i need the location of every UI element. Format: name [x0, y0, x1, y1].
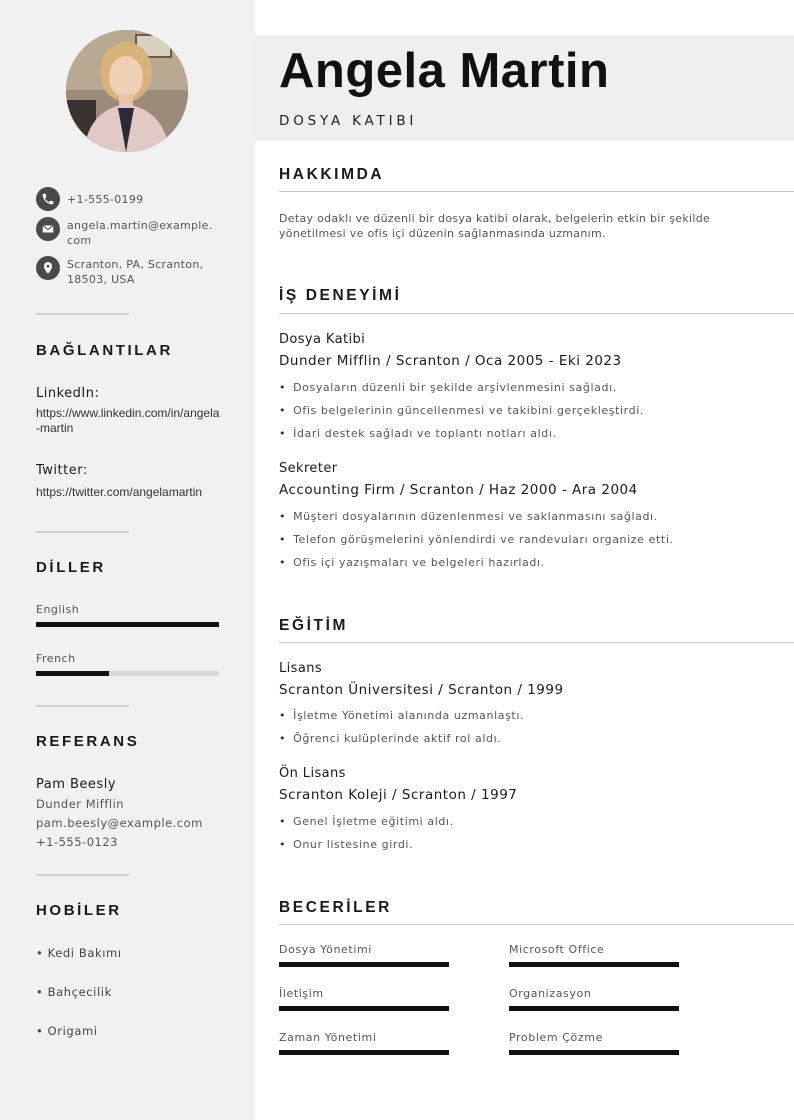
address-text: Scranton, PA, Scranton, 18503, USA [67, 258, 204, 286]
skill-level-fill [509, 962, 679, 967]
job-bullet: • Ofis içi yazışmaları ve belgeleri hazırladı. [279, 556, 545, 569]
email-text: angela.martin@example.com [67, 219, 213, 247]
sidebar [0, 0, 255, 1120]
skill-level-bar [279, 1050, 449, 1055]
hobby-item: • Kedi Bakımı [36, 946, 122, 960]
twitter-link[interactable]: https://twitter.com/angelamartin [36, 485, 203, 499]
email-icon [36, 217, 60, 241]
section-rule [279, 313, 794, 314]
contact-email [36, 217, 217, 248]
name-header [255, 35, 794, 141]
reference-email: pam.beesly@example.com [36, 816, 203, 830]
job-title: Sekreter [279, 461, 338, 476]
section-rule [279, 191, 794, 192]
skill-name: Microsoft Office [509, 943, 605, 956]
hobby-label: Origami [47, 1024, 98, 1038]
education-bullet: • Genel İşletme eğitimi aldı. [279, 815, 454, 828]
skill-name: Zaman Yönetimi [279, 1031, 377, 1044]
degree-title: Ön Lisans [279, 766, 346, 781]
profile-photo [66, 30, 188, 152]
skill-name: İletişim [279, 987, 324, 1000]
hobby-item: • Bahçecilik [36, 985, 112, 999]
skills-heading: BECERİLER [279, 899, 392, 916]
links-heading: BAĞLANTILAR [36, 342, 173, 359]
language-level-bar [36, 671, 219, 676]
language-name: English [36, 603, 80, 616]
language-level-fill [36, 671, 109, 676]
job-bullet: • Telefon görüşmelerini yönlendirdi ve randevuları organize etti. [279, 533, 674, 546]
hobby-label: Kedi Bakımı [47, 946, 122, 960]
skill-level-bar [509, 1006, 679, 1011]
skill-level-bar [509, 1050, 679, 1055]
language-level-fill [36, 622, 219, 627]
language-name: French [36, 652, 76, 665]
full-name: Angela Martin [279, 44, 610, 98]
job-title-subtitle: DOSYA KATIBI [279, 113, 418, 129]
job-bullet: • Dosyaların düzenli bir şekilde arşivlenmesini sağladı. [279, 381, 617, 394]
hobby-item: • Origami [36, 1024, 98, 1038]
twitter-label: Twitter: [36, 463, 88, 478]
sidebar-divider [36, 313, 129, 315]
job-company-line: Accounting Firm / Scranton / Haz 2000 - Ara 2004 [279, 482, 638, 498]
hobbies-heading: HOBİLER [36, 902, 122, 919]
contact-phone [36, 187, 217, 211]
skill-name: Problem Çözme [509, 1031, 603, 1044]
skill-level-fill [279, 1050, 449, 1055]
skill-level-fill [509, 1050, 679, 1055]
skill-name: Organizasyon [509, 987, 592, 1000]
job-bullet: • Ofis belgelerinin güncellenmesi ve takibini gerçekleştirdi. [279, 404, 644, 417]
skill-level-fill [279, 962, 449, 967]
reference-name: Pam Beesly [36, 777, 117, 792]
skill-level-fill [279, 1006, 449, 1011]
about-text: Detay odaklı ve düzenli bir dosya katibi olarak, belgelerin etkin bir şekilde yönetilmesi ve ofis içi düzenin sağlanmasında uzmanım. [279, 212, 711, 240]
languages-heading: DİLLER [36, 559, 106, 576]
reference-company: Dunder Mifflin [36, 797, 125, 811]
section-rule [279, 924, 794, 925]
hobby-label: Bahçecilik [47, 985, 112, 999]
linkedin-label: LinkedIn: [36, 386, 100, 401]
linkedin-link[interactable]: https://www.linkedin.com/in/angela-martin [36, 406, 220, 435]
job-title: Dosya Katibi [279, 332, 366, 347]
skill-level-bar [509, 962, 679, 967]
job-bullet: • İdari destek sağladı ve toplantı notları aldı. [279, 427, 557, 440]
phone-icon [36, 187, 60, 211]
education-heading: EĞİTİM [279, 617, 348, 634]
skill-name: Dosya Yönetimi [279, 943, 372, 956]
contact-address [36, 256, 217, 287]
degree-title: Lisans [279, 661, 323, 676]
profile-photo-image [66, 30, 188, 152]
about-heading: HAKKIMDA [279, 166, 385, 183]
job-company-line: Dunder Mifflin / Scranton / Oca 2005 - Eki 2023 [279, 353, 622, 369]
education-bullet: • Öğrenci kulüplerinde aktif rol aldı. [279, 732, 501, 745]
experience-heading: İŞ DENEYİMİ [279, 287, 402, 304]
skill-level-bar [279, 962, 449, 967]
location-icon [36, 256, 60, 280]
language-level-bar [36, 622, 219, 627]
education-bullet: • İşletme Yönetimi alanında uzmanlaştı. [279, 709, 524, 722]
sidebar-divider [36, 705, 129, 707]
phone-text: +1-555-0199 [67, 193, 144, 206]
education-bullet: • Onur listesine girdi. [279, 838, 413, 851]
skill-level-bar [279, 1006, 449, 1011]
reference-phone: +1-555-0123 [36, 835, 118, 849]
school-line: Scranton Üniversitesi / Scranton / 1999 [279, 682, 564, 698]
sidebar-divider [36, 874, 129, 876]
job-bullet: • Müşteri dosyalarının düzenlenmesi ve saklanmasını sağladı. [279, 510, 658, 523]
section-rule [279, 642, 794, 643]
school-line: Scranton Koleji / Scranton / 1997 [279, 787, 518, 803]
sidebar-divider [36, 531, 129, 533]
reference-heading: REFERANS [36, 733, 140, 750]
skill-level-fill [509, 1006, 679, 1011]
